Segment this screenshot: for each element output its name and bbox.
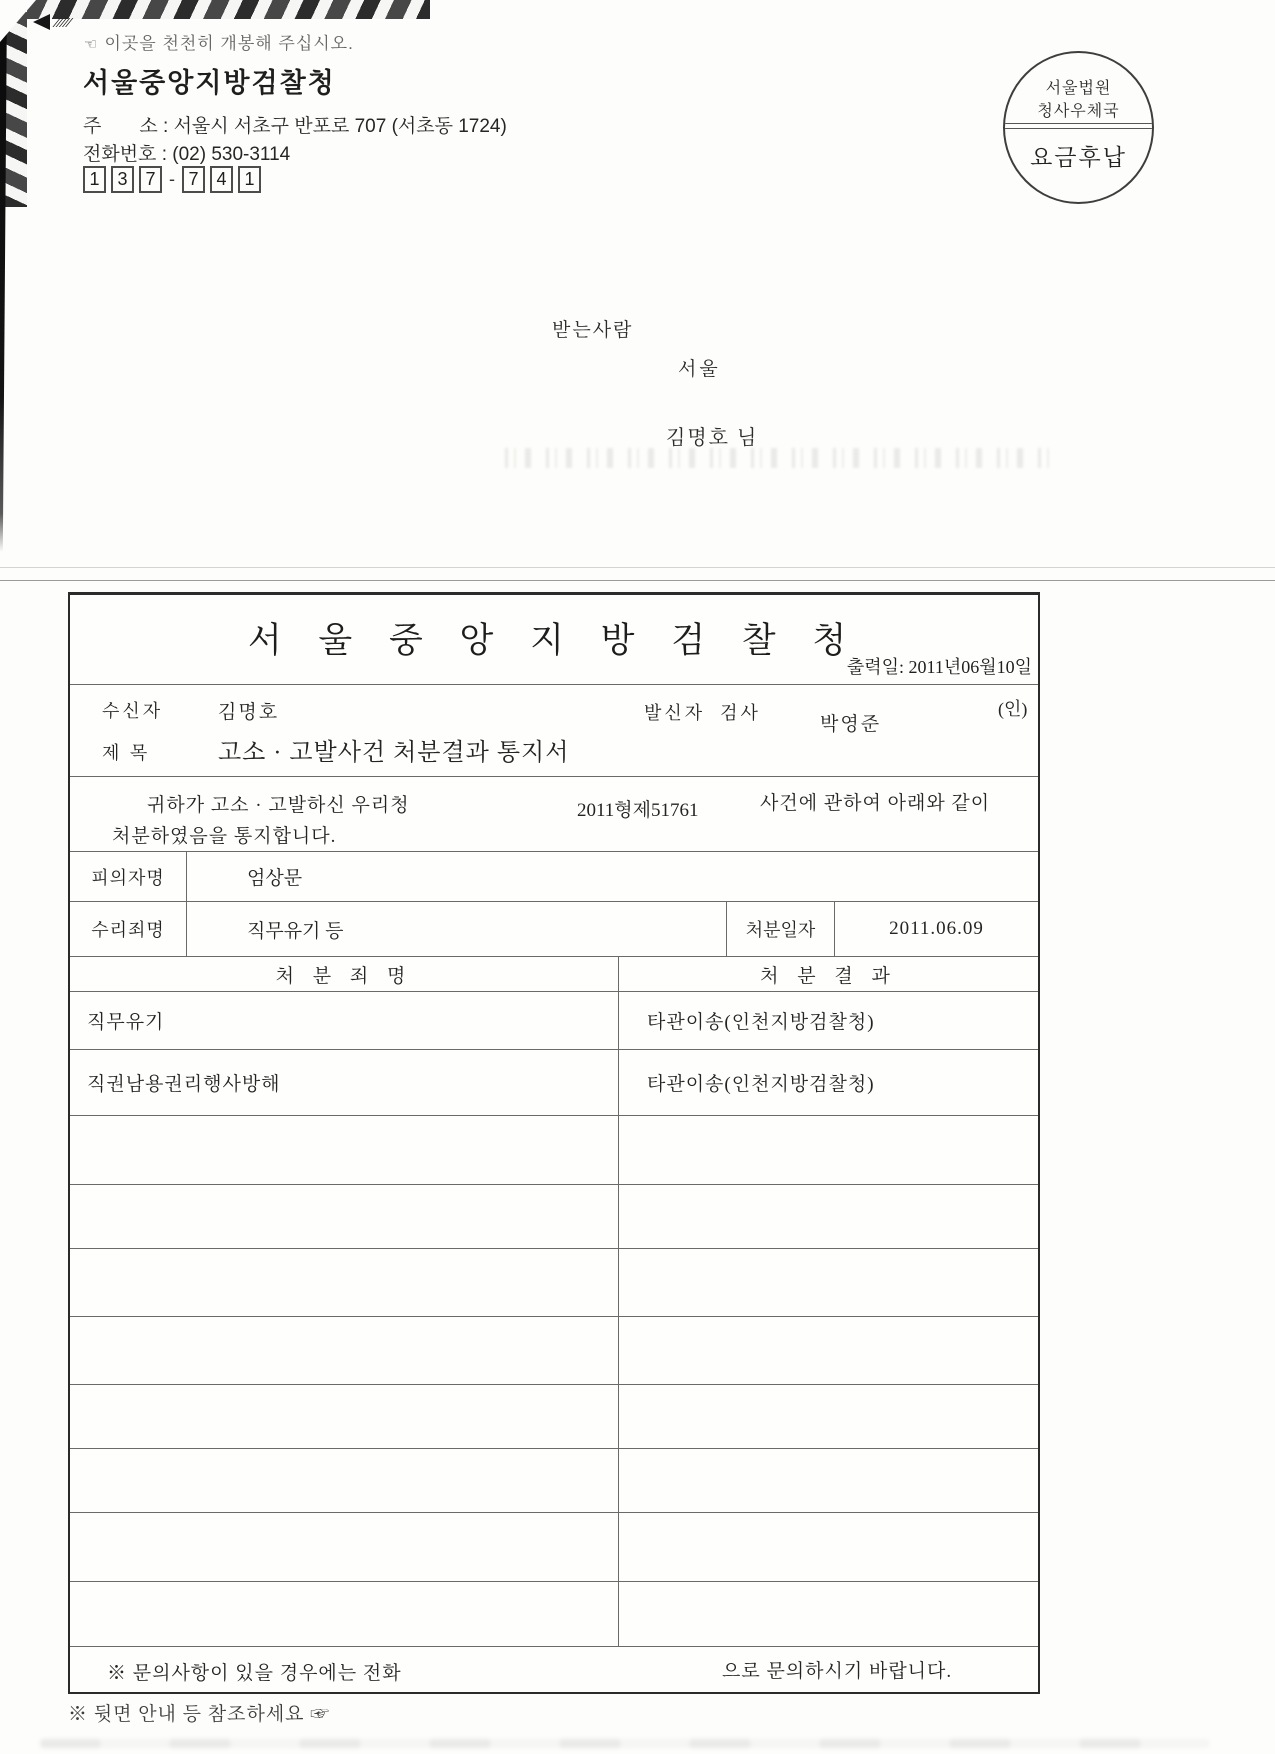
received-crime-label: 수리죄명 <box>70 902 187 956</box>
received-crime-value: 직무유기 등 <box>247 920 344 942</box>
open-instruction-text: 이곳을 천천히 개봉해 주십시오. <box>104 34 354 53</box>
disposition-date-label: 처분일자 <box>726 902 835 956</box>
receiver-label: 수신자 <box>102 701 164 721</box>
column-header-crime: 처 분 죄 명 <box>70 957 619 991</box>
postal-dash: - <box>169 169 175 189</box>
stamp-divider <box>1005 123 1152 129</box>
suspect-row <box>70 852 1038 902</box>
footer-inquiry-right: 으로 문의하시기 바랍니다. <box>722 1661 953 1682</box>
stamp-postage-paid-label: 요금후납 <box>1030 145 1127 170</box>
postal-digit-box: 1 <box>83 166 106 193</box>
received-crime-row <box>70 902 1038 957</box>
tear-hatch-icon: ⁄⁄⁄⁄⁄ <box>56 14 72 30</box>
subject-value: 고소 · 고발사건 처분결과 통지서 <box>218 740 570 766</box>
empty-crime-cell <box>70 1385 619 1448</box>
suspect-label: 피의자명 <box>70 852 187 901</box>
stamp-line2: 청사우체국 <box>1037 103 1120 121</box>
postal-digit-box: 7 <box>182 166 205 193</box>
recipient-city: 서울 <box>678 359 721 380</box>
empty-result-cell <box>619 1582 1038 1646</box>
stamp-line1: 서울법원 <box>1045 80 1112 97</box>
fold-crease-dark <box>0 580 1275 581</box>
back-side-note: ※ 뒷면 안내 등 참조하세요 ☞ <box>68 1704 331 1725</box>
empty-crime-cell <box>70 1582 619 1646</box>
sender-value: 박영준 <box>820 714 882 735</box>
document-title: 서 울 중 앙 지 방 검 찰 청 <box>247 621 861 660</box>
scan-bottom-smudge <box>40 1739 1210 1748</box>
empty-result-cell <box>619 1249 1038 1316</box>
empty-result-cell <box>619 1185 1038 1248</box>
disposition-date-value: 2011.06.09 <box>889 918 984 939</box>
disposition-crime: 직무유기 <box>87 1012 165 1033</box>
postal-digit-box: 1 <box>238 166 261 193</box>
disposition-row <box>70 1050 1038 1116</box>
empty-disposition-row <box>70 1249 1038 1317</box>
arrow-left-icon <box>33 14 50 30</box>
postal-digit-box: 3 <box>111 166 134 193</box>
sender-address <box>83 111 507 138</box>
hand-pointer-icon: ☜ <box>84 36 99 53</box>
empty-result-cell <box>619 1513 1038 1581</box>
postage-paid-stamp <box>1003 51 1154 204</box>
empty-crime-cell <box>70 1449 619 1512</box>
disposition-result: 타관이송(인천지방검찰청) <box>647 1074 875 1095</box>
empty-result-cell <box>619 1317 1038 1384</box>
open-here-arrow-icon <box>33 13 72 31</box>
receiver-value: 김명호 <box>218 702 280 723</box>
bleedthrough-marks <box>505 448 1050 468</box>
empty-disposition-row <box>70 1513 1038 1582</box>
disposition-result: 타관이송(인천지방검찰청) <box>647 1012 875 1033</box>
stamp-office-lines <box>1005 77 1152 123</box>
sender-office-name: 서울중앙지방검찰청 <box>83 68 336 98</box>
subject-label: 제 목 <box>102 743 151 763</box>
empty-disposition-row <box>70 1185 1038 1249</box>
empty-result-cell <box>619 1385 1038 1448</box>
phone-label: 전화번호 : <box>83 144 167 165</box>
column-header-result: 처 분 결 과 <box>760 965 897 987</box>
postal-digit-box: 7 <box>139 166 162 193</box>
empty-crime-cell <box>70 1513 619 1581</box>
sender-phone <box>83 139 290 166</box>
empty-crime-cell <box>70 1249 619 1316</box>
inquiry-footer-row <box>70 1647 1038 1692</box>
disposition-row <box>70 992 1038 1050</box>
fold-crease-light <box>0 567 1275 568</box>
empty-disposition-row <box>70 1385 1038 1449</box>
empty-disposition-row <box>70 1116 1038 1185</box>
empty-disposition-row <box>70 1582 1038 1647</box>
footer-inquiry-left: ※ 문의사항이 있을 경우에는 전화 <box>107 1663 402 1684</box>
address-label: 주 소 : <box>83 116 169 137</box>
scan-left-edge <box>0 0 7 552</box>
empty-disposition-row <box>70 1317 1038 1385</box>
empty-result-cell <box>619 1449 1038 1512</box>
postal-code <box>83 166 261 193</box>
disposition-crime: 직권남용권리행사방해 <box>87 1074 281 1095</box>
notice-text-3: 처분하였음을 통지합니다. <box>112 826 337 847</box>
empty-crime-cell <box>70 1317 619 1384</box>
case-number: 2011형제51761 <box>577 800 699 821</box>
recipient-label: 받는사람 <box>552 320 634 341</box>
disposition-notice-document <box>68 592 1040 1694</box>
disposition-table-header <box>70 957 1038 992</box>
empty-disposition-row <box>70 1449 1038 1513</box>
phone-value: (02) 530-3114 <box>172 144 291 165</box>
open-instruction <box>84 29 354 54</box>
seal-mark: (인) <box>998 699 1028 719</box>
notice-text-2: 사건에 관하여 아래와 같이 <box>760 793 991 814</box>
notice-text-1: 귀하가 고소 · 고발하신 우리청 <box>147 795 410 816</box>
notice-row <box>70 777 1038 852</box>
recipient-name: 김명호 님 <box>666 427 759 449</box>
empty-result-cell <box>619 1116 1038 1184</box>
postal-digit-box: 4 <box>210 166 233 193</box>
empty-crime-cell <box>70 1116 619 1184</box>
document-title-row <box>70 595 1038 685</box>
address-value: 서울시 서초구 반포로 707 (서초동 1724) <box>173 116 507 137</box>
parties-row <box>70 685 1038 777</box>
empty-crime-cell <box>70 1185 619 1248</box>
suspect-value: 엄상문 <box>247 868 303 889</box>
print-date: 출력일: 2011년06월10일 <box>846 657 1032 677</box>
sender-label: 발신자 검사 <box>644 703 761 723</box>
